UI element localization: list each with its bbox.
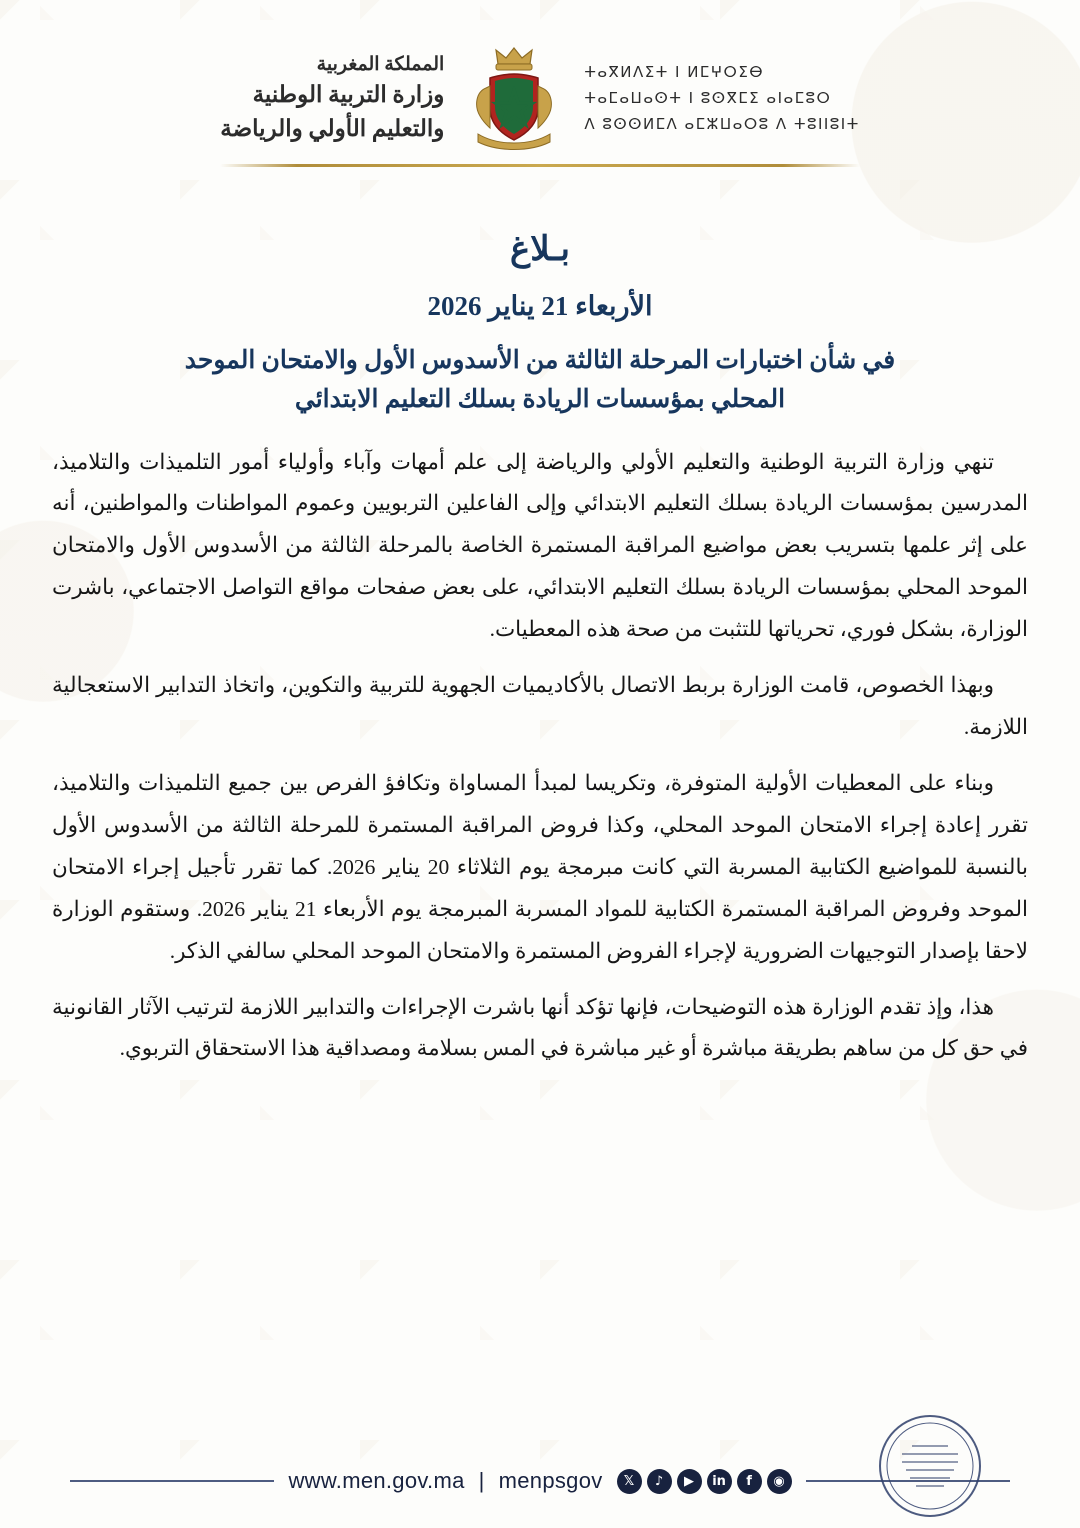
facebook-icon[interactable]: f <box>737 1469 762 1494</box>
ministry-label-tfng-1: ⵜⴰⵎⴰⵡⴰⵙⵜ ⵏ ⵓⵙⴳⵎⵉ ⴰⵏⴰⵎⵓⵔ <box>584 88 832 107</box>
document-date: الأربعاء 21 يناير 2026 <box>427 291 653 321</box>
kingdom-label-ar: المملكة المغربية <box>316 53 445 75</box>
body-paragraph: وبهذا الخصوص، قامت الوزارة بربط الاتصال بالأكاديميات الجهوية للتربية والتكوين، واتخاذ التدابير الاستعجالية اللازمة. <box>52 673 1028 740</box>
linkedin-icon[interactable]: in <box>707 1469 732 1494</box>
body-paragraph: تنهي وزارة التربية الوطنية والتعليم الأولي والرياضة إلى علم أمهات وآباء وأولياء أمور التلميذات والتلاميذ، المدرسين بمؤسسات الريادة بسلك التعليم الابتدائي وإلى الفاعلين التربويين وعموم المواطنات والمواطنين، أنه على إثر علمها بتسريب بعض مواضيع المراقبة المستمرة الخاصة بالمرحلة الثالثة من الأسدوس الأول والامتحان الموحد المحلي بمؤسسات الريادة بسلك التعليم الابتدائي، على بعض صفحات مواقع التواصل الاجتماعي، باشرت الوزارة، بشكل فوري، تحرياتها للتثبت من صحة هذه المعطيات. <box>52 449 1028 642</box>
document-header <box>52 28 1028 154</box>
ministry-label-ar-1: وزارة التربية الوطنية <box>252 82 445 108</box>
social-links[interactable] <box>617 1469 792 1494</box>
kingdom-label-tfng: ⵜⴰⴳⵍⴷⵉⵜ ⵏ ⵍⵎⵖⵔⵉⴱ <box>584 62 765 81</box>
footer-divider-right <box>806 1480 1010 1482</box>
instagram-icon[interactable]: ◉ <box>767 1469 792 1494</box>
ministry-name-tifinagh <box>584 59 859 138</box>
youtube-icon[interactable]: ▶ <box>677 1469 702 1494</box>
x-twitter-icon[interactable]: 𝕏 <box>617 1469 642 1494</box>
ministry-label-tfng-2: ⴷ ⵓⵙⵙⵍⵎⴷ ⴰⵎⵣⵡⴰⵔⵓ ⴷ ⵜⵓⵏⵏⵓⵏⵜ <box>584 115 860 134</box>
header-divider <box>220 164 860 167</box>
ministry-label-ar-2: والتعليم الأولي والرياضة <box>220 115 445 141</box>
tiktok-icon[interactable]: ♪ <box>647 1469 672 1494</box>
website-url[interactable]: www.men.gov.ma <box>288 1468 465 1493</box>
footer-separator: | <box>478 1468 485 1493</box>
ministry-name-arabic <box>220 51 444 145</box>
footer-divider-left <box>70 1480 274 1482</box>
body-paragraph: وبناء على المعطيات الأولية المتوفرة، وتكريسا لمبدأ المساواة وتكافؤ الفرص بين جميع التلميذات والتلاميذ، تقرر إعادة إجراء الامتحان الموحد المحلي، وكذا فروض المراقبة المستمرة للمرحلة الثالثة من الأسدوس الأول بالنسبة للمواضيع الكتابية المسربة التي كانت مبرمجة يوم الثلاثاء 20 يناير 2026. كما تقرر تأجيل إجراء الامتحان الموحد وفروض المراقبة المستمرة الكتابية للمواد المسربة المبرمجة يوم الأربعاء 21 يناير 2026. وستقوم الوزارة لاحقا بإصدار التوجيهات الضرورية لإجراء الفروض المستمرة والامتحان الموحد المحلي سالفي الذكر. <box>52 770 1028 963</box>
body-paragraph: هذا، وإذ تقدم الوزارة هذه التوضيحات، فإنها تؤكد أنها باشرت الإجراءات والتدابير اللازمة لترتيب الآثار القانونية في حق كل من ساهم بطريقة مباشرة أو غير مباشرة في المس بسلامة ومصداقية هذا الاستحقاق التربوي. <box>52 994 1028 1061</box>
document-subject <box>110 342 970 420</box>
document-subject-line-2: المحلي بمؤسسات الريادة بسلك التعليم الابتدائي <box>294 385 786 413</box>
page-title: بـلاغ <box>510 231 570 268</box>
document-body <box>52 442 1028 1071</box>
document-subject-line-1: في شأن اختبارات المرحلة الثالثة من الأسدوس الأول والامتحان الموحد <box>184 347 896 374</box>
morocco-coat-of-arms-icon <box>462 42 566 154</box>
document-footer <box>0 1468 1080 1494</box>
social-handle[interactable]: menpsgov <box>498 1468 603 1493</box>
